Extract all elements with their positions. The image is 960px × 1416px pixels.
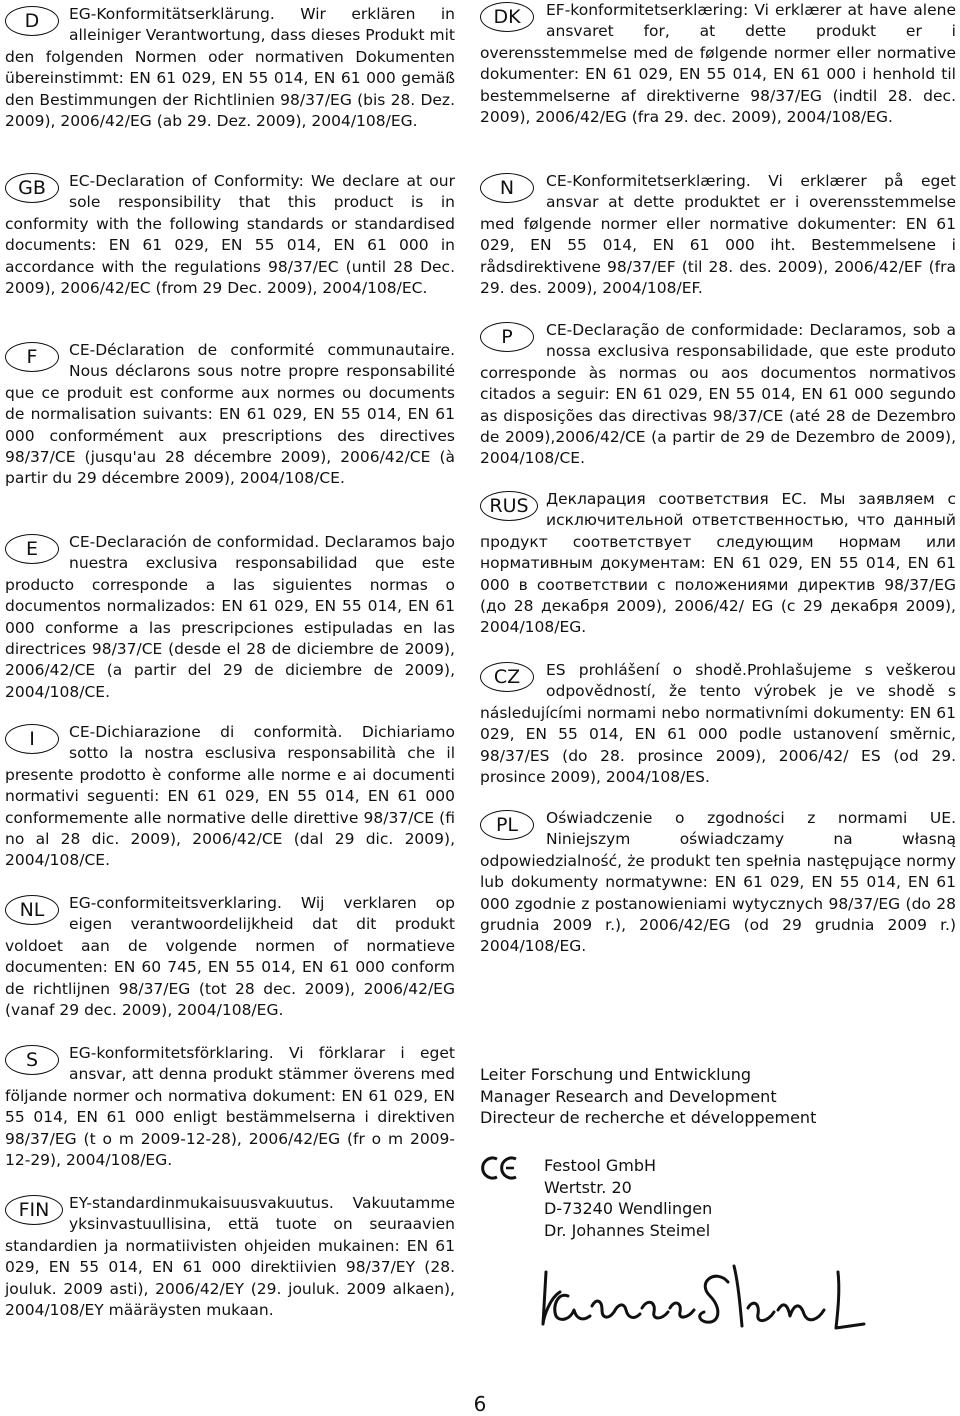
language-badge-f: F bbox=[5, 342, 59, 372]
language-badge-pl: PL bbox=[480, 810, 534, 840]
declaration-text-i: CE-Dichiarazione di conformità. Dichiariamo sotto la nostra esclusiva responsabilità che il presente prodotto è conforme alle norme e ai documenti normativi seguenti: EN 61 029, EN 55 014, EN 61 000 conformemente alle normative delle direttive 98/37/CE (fi no al 28 dic. 2009), 2006/42/CE (dal 29 dic. 2009), 2004/108/CE. bbox=[5, 723, 455, 870]
language-badge-gb: GB bbox=[5, 173, 59, 203]
declaration-fin bbox=[5, 1193, 455, 1321]
street-address: Wertstr. 20 bbox=[544, 1177, 632, 1197]
declaration-s bbox=[5, 1043, 455, 1171]
language-badge-fin: FIN bbox=[5, 1195, 63, 1225]
declaration-n bbox=[480, 171, 956, 299]
declaration-p bbox=[480, 320, 956, 470]
company-address bbox=[544, 1155, 712, 1241]
language-badge-n: N bbox=[480, 173, 534, 203]
language-badge-dk: DK bbox=[480, 2, 534, 32]
declaration-text-n: CE-Konformitetserklæring. Vi erklærer på eget ansvar at dette produktet er i overensstemmelse med følgende normer eller normative dokumenter: EN 61 029, EN 55 014, EN 61 000 iht. Bestemmelsene i rådsdirektivene 98/37/EF (til 28. des. 2009), 2006/42/EF (fra 29. des. 2009), 2004/108/EF. bbox=[480, 172, 956, 298]
language-badge-rus: RUS bbox=[480, 491, 538, 521]
postal-city: D-73240 Wendlingen bbox=[544, 1199, 713, 1218]
declaration-text-cz: ES prohlášení o shodě.Prohlašujeme s veškerou odpovědností, že tento výrobek je ve shodě s následujícími normami nebo normativními dokumenty: EN 61 029, EN 55 014, EN 61 000 podle ustanovení směrnic, 98/37/ES (do 28. prosince 2009), 2006/42/ ES (od 29. prosince 2009), 2004/108/ES. bbox=[480, 661, 956, 787]
declaration-gb bbox=[5, 171, 455, 299]
ce-mark-icon bbox=[480, 1153, 520, 1183]
language-badge-i: I bbox=[5, 724, 59, 754]
declaration-text-gb: EC-Declaration of Conformity: We declare at our sole responsibility that this product is in conformity with the following standards or standardised documents: EN 61 029, EN 55 014, EN 61 000 in accordance with the regulations 98/37/EC (until 28 Dec. 2009), 2006/42/EC (from 29 Dec. 2009), 2004/108/EC. bbox=[5, 172, 455, 298]
signatory-title-en: Manager Research and Development bbox=[480, 1086, 777, 1106]
language-badge-p: P bbox=[480, 322, 534, 352]
language-badge-de: D bbox=[5, 6, 59, 36]
declaration-de bbox=[5, 4, 455, 132]
declaration-pl bbox=[480, 808, 956, 958]
declaration-f bbox=[5, 340, 455, 490]
signatory-titles bbox=[480, 1064, 956, 1129]
declaration-cz bbox=[480, 660, 956, 788]
declaration-text-s: EG-konformitetsförklaring. Vi förklarar i eget ansvar, att denna produkt stämmer överens med följande normer och normativa dokument: EN 61 029, EN 55 014, EN 61 000 enligt bestämmelserna i direktiven 98/37/EG (t o m 2009-12-28), 2006/42/EG (fr o m 2009-12-29), 2004/108/EG. bbox=[5, 1044, 455, 1170]
declaration-text-e: CE-Declaración de conformidad. Declaramos bajo nuestra exclusiva responsabilidad que este producto corresponde a las siguientes normas o documentos normalizados: EN 61 029, EN 55 014, EN 61 000 conforme a las prescripciones estipuladas en las directrices 98/37/CE (desde el 28 de diciembre de 2009), 2006/42/CE (a partir del 29 de diciembre de 2009), 2004/108/CE. bbox=[5, 533, 455, 701]
signatory-name: Dr. Johannes Steimel bbox=[544, 1220, 711, 1240]
company-name: Festool GmbH bbox=[544, 1156, 657, 1175]
handwritten-signature bbox=[538, 1262, 868, 1342]
language-badge-e: E bbox=[5, 534, 59, 564]
declaration-text-pl: Oświadczenie o zgodności z normami UE. Niniejszym oświadczamy na własną odpowiedzialność, że produkt ten spełnia następujące normy lub dokumenty normatywne: EN 61 029, EN 55 014, EN 61 000 zgodnie z postanowieniami wytycznych 98/37/EG (do 28 grudnia 2009 r.), 2006/42/EG (od 29 grudnia 2009 r.) 2004/108/EG. bbox=[480, 809, 956, 956]
declaration-text-f: CE-Déclaration de conformité communautaire. Nous déclarons sous notre propre responsabilité que ce produit est conforme aux normes ou documents de normalisation suivants: EN 61 029, EN 55 014, EN 61 000 conformément aux prescriptions des directives 98/37/CE (jusqu'au 28 décembre 2009), 2006/42/CE (à partir du 29 décembre 2009), 2004/108/CE. bbox=[5, 341, 455, 488]
language-badge-nl: NL bbox=[5, 895, 59, 925]
language-badge-s: S bbox=[5, 1045, 59, 1075]
declaration-text-rus: Декларация соответствия ЕС. Мы заявляем с исключительной ответственностью, что данный продукт соответствует следующим нормам или нормативным документам: EN 61 029, EN 55 014, EN 61 000 в соответствии с положениями директив 98/37/EG (до 28 декабря 2009), 2006/42/ EG (с 29 декабря 2009), 2004/108/EG. bbox=[480, 490, 956, 637]
signatory-title-de: Leiter Forschung und Entwicklung bbox=[480, 1065, 752, 1084]
page-number: 6 bbox=[473, 1392, 487, 1416]
declaration-text-de: EG-Konformitätserklärung. Wir erklären in alleiniger Verantwortung, dass dieses Produkt mit den folgenden Normen oder normativen Dokumenten übereinstimmt: EN 61 029, EN 55 014, EN 61 000 gemäß den Bestimmungen der Richtlinien 98/37/EG (bis 28. Dez. 2009), 2006/42/EG (ab 29. Dez. 2009), 2004/108/EG. bbox=[5, 5, 455, 131]
declaration-e bbox=[5, 532, 455, 703]
signatory-title-fr: Directeur de recherche et développement bbox=[480, 1108, 817, 1127]
declaration-i bbox=[5, 722, 455, 872]
declaration-dk bbox=[480, 0, 956, 128]
declaration-rus bbox=[480, 489, 956, 639]
declaration-text-fin: EY-standardinmukaisuusvakuutus. Vakuutamme yksinvastuullisina, että tuote on seuraavien standardien ja normatiivisten ohjeiden mukainen: EN 61 029, EN 55 014, EN 61 000 direktiivien 98/37/EY (28. jouluk. 2009 asti), 2006/42/EY (29. jouluk. 2009 alkaen), 2004/108/EY määräysten mukaan. bbox=[5, 1194, 455, 1320]
language-badge-cz: CZ bbox=[480, 662, 534, 692]
declaration-text-dk: EF-konformitetserklæring: Vi erklærer at have alene ansvaret for, at dette produkt er i overensstemmelse med de følgende normer eller normative dokumenter: EN 61 029, EN 55 014, EN 61 000 i henhold til bestemmelserne af direktiverne 98/37/EG (indtil 28. dec. 2009), 2006/42/EG (fra 29. dec. 2009), 2004/108/EG. bbox=[480, 1, 956, 127]
declaration-nl bbox=[5, 893, 455, 1021]
declaration-text-p: CE-Declaração de conformidade: Declaramos, sob a nossa exclusiva responsabilidade, que este produto corresponde às normas ou aos documentos normativos citados a seguir: EN 61 029, EN 55 014, EN 61 000 segundo as disposições das directivas 98/37/CE (até 28 de Dezembro de 2009),2006/42/CE (a partir de 29 de Dezembro de 2009), 2004/108/CE. bbox=[480, 321, 956, 468]
declaration-text-nl: EG-conformiteitsverklaring. Wij verklaren op eigen verantwoordelijkheid dat dit produkt voldoet aan de volgende normen of normatieve documenten: EN 60 745, EN 55 014, EN 61 000 conform de richtlijnen 98/37/EG (tot 28 dec. 2009), 2006/42/EG (vanaf 29 dec. 2009), 2004/108/EG. bbox=[5, 894, 455, 1020]
